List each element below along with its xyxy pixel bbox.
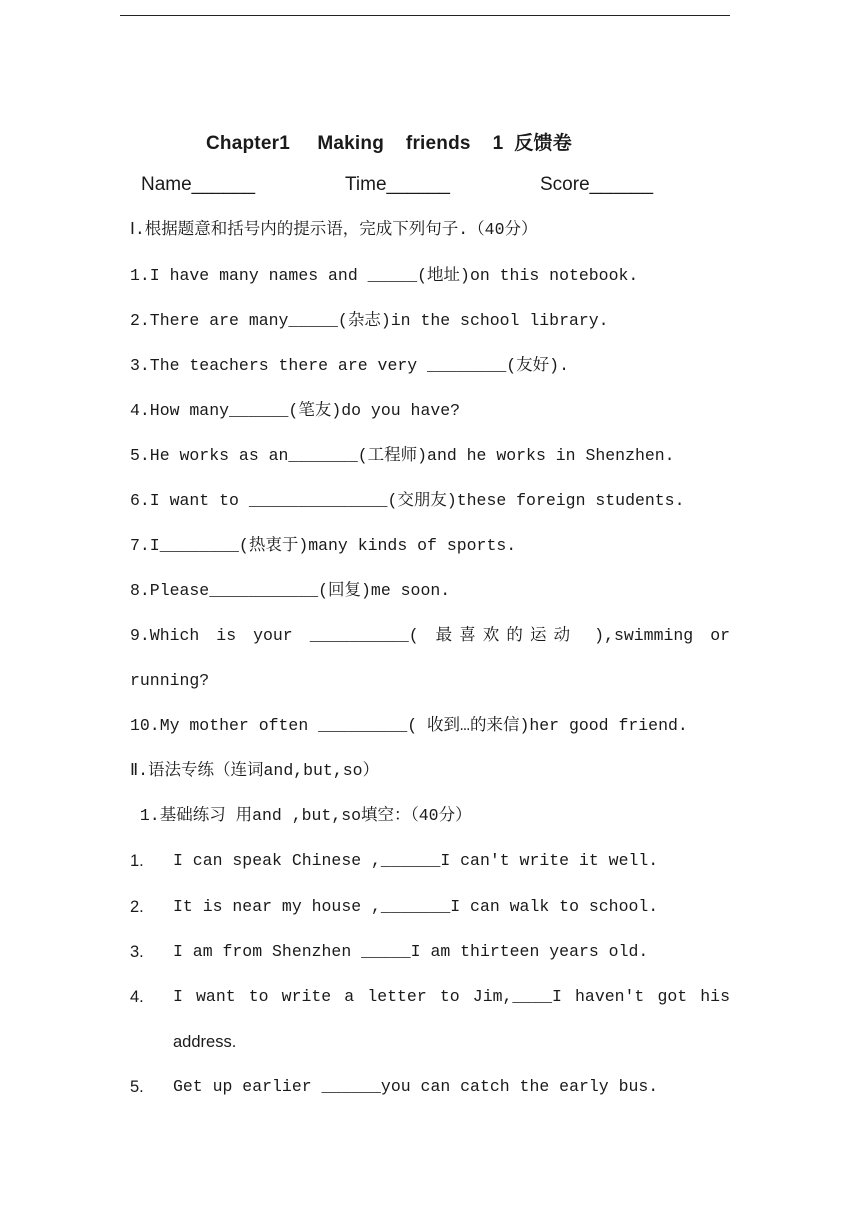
exercise-item: 3.The teachers there are very ________(友好).: [130, 356, 569, 375]
exercise-item: 6.I want to ______________(交朋友)these foreign students.: [130, 491, 685, 510]
score-field: Score______: [540, 174, 654, 195]
time-field: Time______: [345, 174, 450, 195]
section-heading: Ⅱ.语法专练（连词and,but,so）: [130, 761, 380, 780]
exercise-item: 1.I have many names and _____(地址)on this notebook.: [130, 266, 639, 285]
exercise-item: 5.He works as an_______(工程师)and he works in Shenzhen.: [130, 446, 675, 465]
item-number: 2.: [130, 898, 144, 916]
item-number: 3.: [130, 943, 144, 961]
subsection-heading: 1.基础练习 用and ,but,so填空：（40分）: [130, 806, 472, 825]
exercise-item-continued: running?: [130, 671, 210, 690]
grammar-item: I am from Shenzhen _____I am thirteen years old.: [173, 942, 649, 961]
item-number: 5.: [130, 1078, 144, 1096]
exercise-item: 2.There are many_____(杂志)in the school library.: [130, 311, 609, 330]
grammar-item-continued: address.: [173, 1033, 237, 1051]
item-number: 1.: [130, 852, 144, 870]
exercise-item: 4.How many______(笔友)do you have?: [130, 401, 461, 420]
grammar-item: Get up earlier ______you can catch the early bus.: [173, 1077, 659, 1096]
section-heading: Ⅰ.根据题意和括号内的提示语，完成下列句子.（40分）: [130, 220, 538, 239]
page-title: Chapter1 Making friends 1 反馈卷: [206, 133, 572, 154]
grammar-item: It is near my house ,_______I can walk to school.: [173, 897, 659, 916]
exercise-item: 8.Please___________(回复)me soon.: [130, 581, 451, 600]
name-field: Name______: [141, 174, 256, 195]
grammar-item: I can speak Chinese ,______I can't write it well.: [173, 851, 659, 870]
exercise-item: 10.My mother often _________( 收到…的来信)her good friend.: [130, 716, 688, 735]
grammar-item: I want to write a letter to Jim,____I haven't got his: [173, 987, 730, 1006]
item-number: 4.: [130, 988, 144, 1006]
exercise-item: 7.I________(热衷于)many kinds of sports.: [130, 536, 517, 555]
header-rule: [120, 15, 730, 16]
exercise-item: 9.Which is your __________( 最喜欢的运动 ),swimming or: [130, 626, 730, 645]
